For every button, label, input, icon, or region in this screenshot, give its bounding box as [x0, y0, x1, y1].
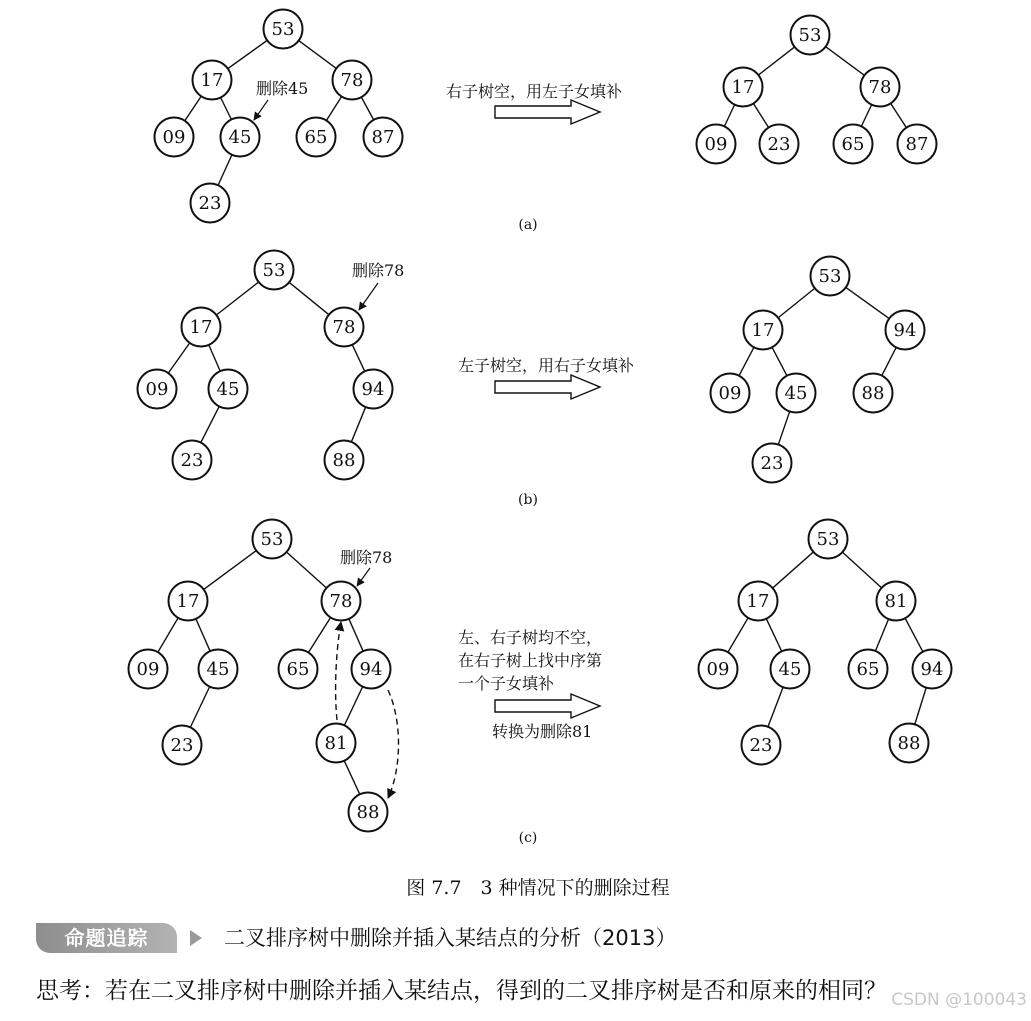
p2-after-node-53	[809, 520, 848, 559]
p2-before-node-94	[352, 650, 391, 689]
node-label: 09	[162, 127, 186, 148]
p1-after-node-09	[711, 374, 750, 413]
p0-before-node-45	[221, 118, 260, 157]
node-label: 45	[778, 659, 802, 680]
panel-b-transform-arrow	[495, 375, 600, 399]
node-label: 88	[356, 802, 380, 823]
node-label: 81	[884, 591, 908, 612]
node-label: 65	[286, 659, 310, 680]
p0-before-edge-78-87	[361, 97, 373, 120]
p2-before-edge-81-88	[344, 761, 360, 795]
node-label: 45	[206, 659, 230, 680]
p1-after-edge-17-09	[739, 347, 754, 375]
node-label: 23	[767, 134, 791, 155]
p2-after-node-09	[699, 650, 738, 689]
p0-before-edge-53-17	[228, 40, 267, 68]
panel-c-relink-arrow	[388, 690, 399, 798]
p0-before-edge-17-09	[185, 96, 201, 121]
p0-after-edge-17-09	[724, 105, 734, 127]
p0-before-node-87	[364, 118, 403, 157]
panel-a-arrow-text: 右子树空，用左子女填补	[446, 82, 623, 101]
node-label: 88	[897, 733, 921, 754]
p2-after-edge-17-09	[728, 618, 748, 652]
panel-c-arrow-text-line-3: 一个子女填补	[458, 674, 555, 693]
p1-after-node-88	[854, 374, 893, 413]
p2-after-edge-45-23	[768, 687, 783, 727]
p0-after-edge-53-17	[758, 47, 794, 75]
p1-after-edge-94-88	[882, 347, 896, 375]
p2-before-edge-78-65	[308, 617, 330, 652]
p2-after-edge-94-88	[915, 688, 926, 725]
panel-c-transform-arrow	[495, 694, 600, 718]
node-label: 65	[304, 127, 328, 148]
node-label: 78	[868, 77, 892, 98]
node-label: 17	[200, 70, 224, 91]
p0-after-node-87	[898, 125, 937, 164]
p0-before-edge-17-45	[221, 98, 232, 120]
p0-before-node-78	[333, 61, 372, 100]
p2-before-edge-78-94	[349, 619, 363, 651]
watermark: CSDN @100043	[891, 990, 1027, 1010]
panel-c-arrow-text-line-2: 在右子树上找中序第	[458, 651, 603, 670]
p0-after-node-23	[760, 125, 799, 164]
p2-before-node-81	[317, 724, 356, 763]
panel-a-transform-arrow	[495, 100, 600, 124]
panel-c-label: (c)	[518, 830, 538, 846]
p1-after-node-23	[753, 444, 792, 483]
node-label: 53	[818, 266, 842, 287]
p0-after-node-65	[834, 125, 873, 164]
p1-after-node-17	[744, 311, 783, 350]
panel-c-arrow-below-text: 转换为删除81	[492, 722, 593, 741]
p1-before-edge-94-88	[351, 407, 365, 442]
p1-before-edge-17-45	[209, 345, 220, 371]
node-label: 17	[746, 591, 770, 612]
node-label: 88	[332, 450, 356, 471]
panel-b-label: (b)	[518, 492, 538, 508]
p1-after-edge-45-23	[778, 411, 789, 444]
node-label: 53	[260, 529, 284, 550]
p1-after-edge-17-45	[772, 347, 787, 375]
node-label: 17	[731, 77, 755, 98]
p0-before-edge-78-65	[326, 96, 341, 120]
topic-badge: 命题追踪	[36, 923, 177, 953]
panel-c-tree-after	[699, 520, 952, 765]
node-label: 78	[340, 70, 364, 91]
panel-b-delete-note: 删除78	[352, 261, 405, 280]
p1-before-edge-78-94	[352, 345, 364, 372]
p2-before-node-65	[279, 650, 318, 689]
p2-before-node-23	[163, 726, 202, 765]
node-label: 23	[180, 450, 204, 471]
node-label: 17	[751, 320, 775, 341]
p2-before-edge-17-09	[158, 618, 178, 652]
topic-banner	[0, 918, 1031, 960]
p2-after-node-23	[742, 726, 781, 765]
p0-before-edge-45-23	[218, 155, 232, 185]
panel-a-tree-before	[155, 10, 403, 223]
p2-after-edge-17-45	[766, 619, 781, 652]
node-label: 94	[361, 379, 385, 400]
p2-before-edge-53-78	[287, 552, 327, 588]
p1-before-node-88	[325, 441, 364, 480]
node-label: 23	[170, 735, 194, 756]
p2-before-node-53	[253, 520, 292, 559]
node-label: 87	[905, 134, 929, 155]
p2-after-edge-81-94	[905, 618, 923, 652]
p0-before-node-65	[297, 118, 336, 157]
p2-before-edge-53-17	[204, 551, 257, 590]
node-label: 94	[359, 659, 383, 680]
node-label: 78	[329, 591, 353, 612]
panel-a-tree-after	[697, 16, 937, 164]
panel-c-delete-note: 删除78	[340, 548, 393, 567]
p0-after-node-09	[697, 125, 736, 164]
p0-after-edge-78-87	[891, 103, 907, 127]
node-label: 09	[706, 659, 730, 680]
p1-before-node-53	[255, 251, 294, 290]
panel-a-label: (a)	[518, 217, 538, 233]
panel-c-replace-arrow	[336, 622, 341, 720]
p0-before-node-23	[191, 184, 230, 223]
p2-before-node-78	[322, 582, 361, 621]
p2-before-node-45	[199, 650, 238, 689]
p0-after-edge-78-65	[861, 105, 871, 127]
p1-after-edge-53-94	[846, 287, 889, 318]
p1-before-edge-53-17	[216, 282, 258, 315]
node-label: 94	[920, 659, 944, 680]
p2-after-node-81	[877, 582, 916, 621]
panel-c-delete-pointer	[357, 568, 370, 586]
figure-caption: 图 7.7 3 种情况下的删除过程	[406, 877, 670, 899]
node-label: 09	[136, 659, 160, 680]
p1-before-node-45	[209, 370, 248, 409]
node-label: 53	[271, 19, 295, 40]
panel-a-delete-note: 删除45	[256, 79, 309, 98]
p2-after-node-17	[739, 582, 778, 621]
node-label: 53	[816, 529, 840, 550]
p2-before-node-09	[129, 650, 168, 689]
play-triangle-icon	[190, 930, 202, 946]
topic-title: 二叉排序树中删除并插入某结点的分析（2013）	[224, 926, 677, 950]
p2-after-node-65	[849, 650, 888, 689]
p1-before-node-23	[173, 441, 212, 480]
p1-before-node-17	[182, 308, 221, 347]
p0-before-edge-53-78	[299, 41, 337, 69]
question-text: 思考：若在二叉排序树中删除并插入某结点，得到的二叉排序树是否和原来的相同？	[36, 978, 887, 1004]
node-label: 09	[145, 379, 169, 400]
node-label: 23	[749, 735, 773, 756]
p1-before-node-09	[138, 370, 177, 409]
p0-after-node-78	[861, 68, 900, 107]
p1-after-node-53	[811, 257, 850, 296]
p1-after-node-45	[777, 374, 816, 413]
p2-after-edge-53-17	[773, 552, 814, 588]
p0-after-node-53	[791, 16, 830, 55]
p0-after-edge-17-23	[753, 103, 768, 127]
p1-after-node-94	[886, 311, 925, 350]
panel-b-arrow-text: 左子树空，用右子女填补	[458, 356, 635, 375]
p0-before-node-09	[155, 118, 194, 157]
p2-before-edge-45-23	[190, 687, 209, 728]
node-label: 88	[861, 383, 885, 404]
p2-before-node-88	[349, 793, 388, 832]
p0-before-node-17	[193, 61, 232, 100]
p2-after-node-88	[890, 724, 929, 763]
panel-b-tree-before	[138, 251, 393, 480]
node-label: 09	[718, 383, 742, 404]
panel-a-delete-pointer	[254, 100, 268, 120]
node-label: 81	[324, 733, 348, 754]
p2-after-node-94	[913, 650, 952, 689]
p2-before-node-17	[169, 582, 208, 621]
node-label: 23	[760, 453, 784, 474]
node-label: 17	[176, 591, 200, 612]
p2-before-edge-17-45	[196, 619, 210, 651]
node-label: 17	[189, 317, 213, 338]
node-label: 45	[216, 379, 240, 400]
node-label: 45	[228, 127, 252, 148]
node-label: 65	[841, 134, 865, 155]
node-label: 09	[704, 134, 728, 155]
p1-before-edge-53-78	[289, 282, 329, 314]
p0-after-edge-53-78	[826, 47, 865, 76]
node-label: 78	[332, 317, 356, 338]
node-label: 53	[798, 25, 822, 46]
node-label: 65	[856, 659, 880, 680]
panel-b-delete-pointer	[359, 283, 378, 310]
p2-after-edge-81-65	[875, 619, 888, 651]
p1-before-edge-45-23	[201, 406, 219, 442]
p0-after-node-17	[724, 68, 763, 107]
p1-before-node-94	[354, 370, 393, 409]
p1-before-node-78	[325, 308, 364, 347]
node-label: 53	[262, 260, 286, 281]
node-label: 45	[784, 383, 808, 404]
p0-before-node-53	[264, 10, 303, 49]
node-label: 94	[893, 320, 917, 341]
panel-b-tree-after	[711, 257, 925, 483]
p2-before-edge-94-81	[344, 687, 362, 726]
p2-after-edge-53-81	[842, 552, 881, 588]
node-label: 23	[198, 193, 222, 214]
p1-after-edge-53-17	[778, 288, 815, 318]
p1-before-edge-17-09	[168, 343, 189, 373]
node-label: 87	[371, 127, 395, 148]
panel-c-arrow-text-line-1: 左、右子树均不空，	[458, 628, 603, 647]
p2-after-node-45	[771, 650, 810, 689]
